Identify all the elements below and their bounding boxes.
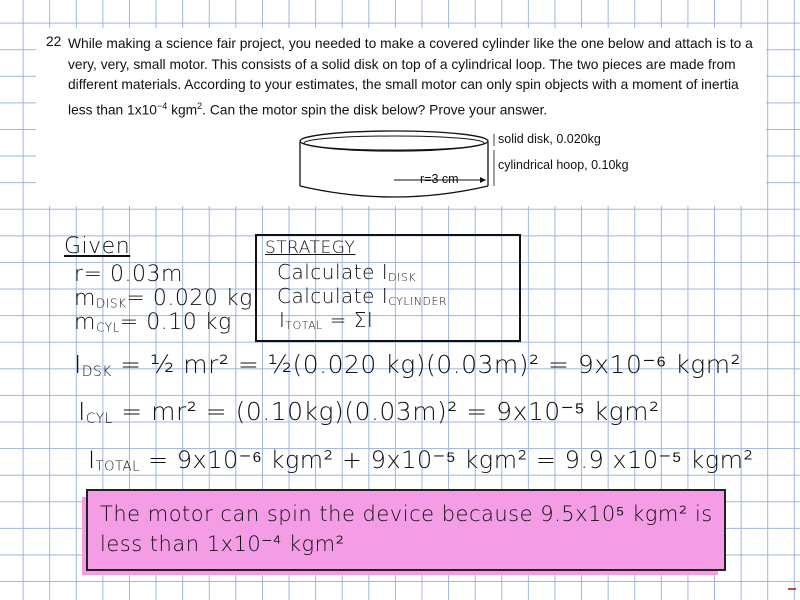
hoop-label: cylindrical hoop, 0.10kg [498, 158, 629, 172]
eq-disk-rest: = ½ mr² = ½(0.020 kg)(0.03m)² = 9x10⁻⁶ kgm² [111, 350, 742, 379]
problem-number: 22 [46, 34, 62, 49]
conclusion-text: The motor can spin the device because 9.5x10⁵ kgm² is less than 1x10⁻⁴ kgm² [100, 502, 713, 556]
problem-exponent-1: −4 [156, 100, 168, 111]
given-cyl-mass [74, 310, 232, 335]
equation-cylinder [78, 397, 660, 427]
strategy-line-3-rest: = ΣI [322, 308, 374, 332]
strategy-line-2-sub: CYLINDER [388, 295, 448, 309]
problem-text-after: . Can the motor spin the disk below? Prove your answer. [202, 102, 548, 118]
eq-total-main: I [88, 446, 96, 474]
given-disk-val: = 0.020 kg [126, 286, 253, 311]
problem-exponent-2: 2 [197, 100, 203, 111]
corner-marker [788, 588, 796, 590]
cylinder-figure [298, 128, 629, 211]
problem-text-before: While making a science fair project, you needed to make a covered cylinder like the one below and attach is to a very, very, small motor. This consists of a solid disk on top of a cylindrical loop. The two pieces are made from different materials. According to your estimates, the small motor can only spin objects with a moment of inertia less than 1x10 [68, 36, 753, 118]
given-title: Given [64, 234, 131, 259]
strategy-line-1-sub: DISK [388, 271, 417, 285]
eq-cyl-main: I [78, 397, 86, 426]
strategy-line-2 [277, 284, 447, 308]
given-disk-m: m [74, 286, 96, 311]
problem-text-mid: kgm [167, 102, 198, 118]
eq-cyl-rest: = mr² = (0.10kg)(0.03m)² = 9x10⁻⁵ kgm² [112, 397, 660, 426]
equation-disk [74, 350, 741, 380]
given-cyl-val: = 0.10 kg [119, 310, 232, 335]
eq-cyl-sub: CYL [85, 410, 113, 427]
disk-label: solid disk, 0.020kg [498, 132, 601, 146]
radius-label: r=3 cm [420, 172, 459, 186]
problem-text [68, 34, 758, 121]
given-cyl-m: m [74, 310, 96, 335]
eq-total-sub: TOTAL [95, 459, 140, 475]
equation-total [88, 446, 754, 475]
given-disk-sub: DISK [95, 296, 127, 311]
cylinder-drawing [298, 128, 508, 206]
eq-total-rest: = 9x10⁻⁶ kgm² + 9x10⁻⁵ kgm² = 9.9 x10⁻⁵ kgm² [139, 446, 754, 474]
strategy-box [255, 234, 521, 342]
given-radius: r= 0.03m [74, 262, 183, 287]
given-cyl-sub: CYL [95, 320, 120, 335]
strategy-line-3-sub: TOTAL [285, 319, 323, 333]
conclusion-box [86, 489, 726, 571]
eq-disk-sub: DSK [81, 363, 112, 380]
eq-disk-main: I [74, 350, 82, 379]
strategy-line-3 [279, 308, 373, 332]
given-disk-mass [74, 286, 253, 311]
strategy-line-2-text: Calculate I [277, 284, 389, 308]
strategy-title: STRATEGY [265, 238, 356, 258]
problem-panel [36, 28, 766, 206]
strategy-line-1 [277, 260, 416, 284]
strategy-line-1-text: Calculate I [277, 260, 389, 284]
strategy-line-3-main: I [279, 308, 286, 332]
